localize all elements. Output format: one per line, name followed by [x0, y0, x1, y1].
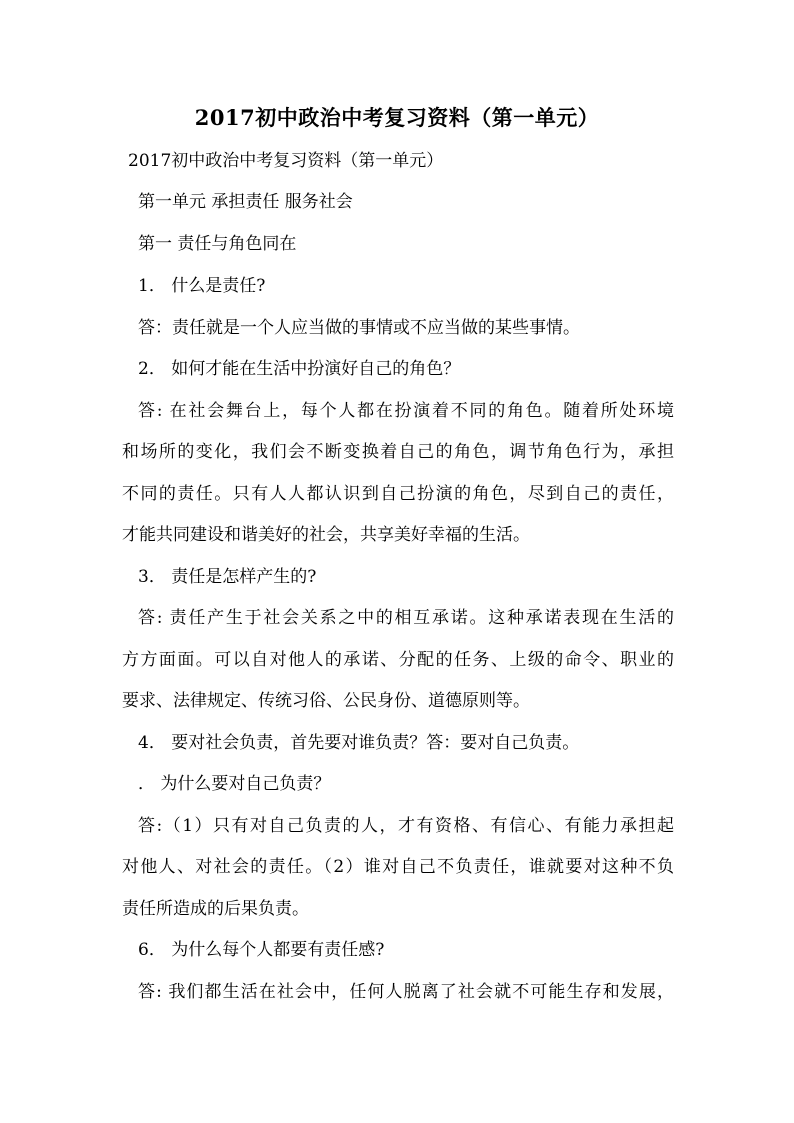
question-4: 4． 要对社会负责，首先要对谁负责？答：要对自己负责。: [138, 733, 580, 753]
question-2: 2． 如何才能在生活中扮演好自己的角色？: [138, 359, 461, 379]
answer-1: 答：责任就是一个人应当做的事情或不应当做的某些事情。: [138, 318, 580, 338]
question-3: 3． 责任是怎样产生的?: [138, 567, 317, 587]
question-5: ． 为什么要对自己负责？: [138, 774, 331, 794]
answer-3-line-1: 答: 责任产生于社会关系之中的相互承诺。这种承诺表现在生活的: [138, 608, 674, 628]
answer-2-line-2: 和场所的变化，我们会不断变换着自己的角色，调节角色行为，承担: [122, 442, 674, 462]
answer-3-line-3: 要求、法律规定、传统习俗、公民身份、道德原则等。: [122, 691, 530, 711]
section-heading: 第一 责任与角色同在: [138, 234, 297, 254]
answer-5-line-1: 答:（1）只有对自己负责的人，才有资格、有信心、有能力承担起: [138, 816, 674, 836]
answer-3-line-2: 方方面面。可以自对他人的承诺、分配的任务、上级的命令、职业的: [122, 650, 674, 670]
unit-heading: 第一单元 承担责任 服务社会: [138, 192, 353, 212]
answer-2-line-1: 答: 在社会舞台上，每个人都在扮演着不同的角色。随着所处环境: [138, 401, 674, 421]
answer-2-line-4: 才能共同建设和谐美好的社会，共享美好幸福的生活。: [122, 525, 530, 545]
answer-5-line-3: 责任所造成的后果负责。: [122, 899, 309, 919]
answer-5-line-2: 对他人、对社会的责任。（2）谁对自己不负责任，谁就要对这种不负: [122, 857, 674, 877]
answer-2-line-3: 不同的责任。只有人人都认识到自己扮演的角色，尽到自己的责任，: [122, 484, 674, 504]
answer-6-line-1: 答: 我们都生活在社会中，任何人脱离了社会就不可能生存和发展，: [138, 982, 674, 1002]
question-1: 1． 什么是责任?: [138, 276, 266, 296]
document-subtitle: 2017初中政治中考复习资料（第一单元）: [128, 151, 444, 171]
document-title: 2017初中政治中考复习资料（第一单元）: [194, 105, 600, 130]
question-6: 6． 为什么每个人都要有责任感?: [138, 940, 385, 960]
